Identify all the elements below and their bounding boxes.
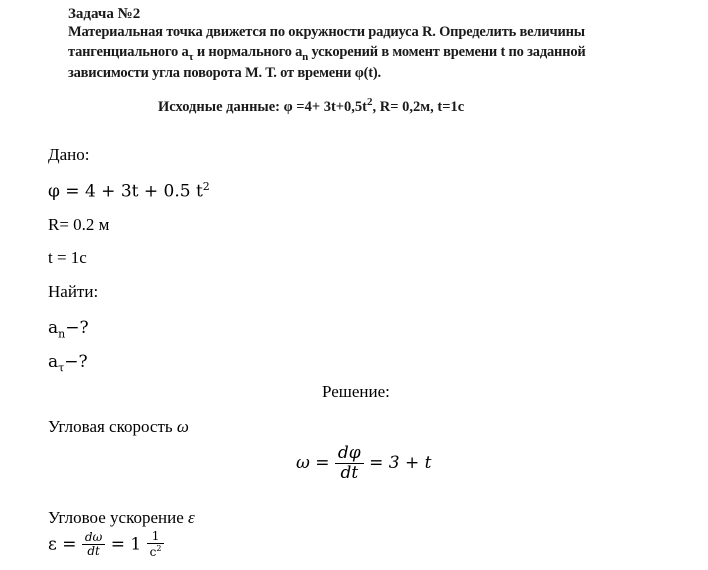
problem-text-line-3: зависимости угла поворота М. Т. от времени φ(t). [68, 65, 381, 81]
problem-statement-scan [62, 4, 662, 124]
angular-velocity-fraction: $\frac{d\varphi}{dt}$ [335, 444, 364, 483]
time-value: t = 1c [48, 248, 87, 267]
find-tangential-acceleration: $a_\tau-$? [48, 352, 88, 375]
find-normal-acceleration: $a_n-$? [48, 318, 89, 341]
problem-title: Задача №2 [68, 6, 141, 22]
angular-acceleration-fraction: $\frac{d\omega}{dt}$ [82, 531, 105, 559]
radius-value: R= 0.2 м [48, 215, 110, 234]
problem-input-data: Исходные данные: $\varphi =4+ 3t+0,5t^2$, R= 0,2м, t=1с [158, 96, 465, 115]
angular-acceleration-unit: $\frac{1}{c^2}$ [147, 530, 165, 560]
angular-acceleration-label: Угловое ускорение ε [48, 508, 195, 527]
problem-text-line-1: Материальная точка движется по окружности радиуса R. Определить величины [68, 24, 585, 40]
angular-velocity-label: Угловая скорость ω [48, 417, 189, 436]
problem-text-line-2: тангенциального $a_\tau$ и нормального $a_n$ ускорений в момент времени t по заданной [68, 44, 586, 63]
angular-acceleration-equation: ε = $\frac{d\omega}{dt}$ = 1 $\frac{1}{c^2}$ [48, 530, 164, 560]
given-heading: Дано: [48, 145, 90, 164]
solution-heading: Решение: [322, 382, 390, 401]
phi-equation: φ = 4 + 3t + 0.5 $t^2$ [48, 180, 210, 202]
find-heading: Найти: [48, 282, 99, 301]
angular-velocity-equation: ω = $\frac{d\varphi}{dt}$ = 3 + t [296, 443, 432, 483]
